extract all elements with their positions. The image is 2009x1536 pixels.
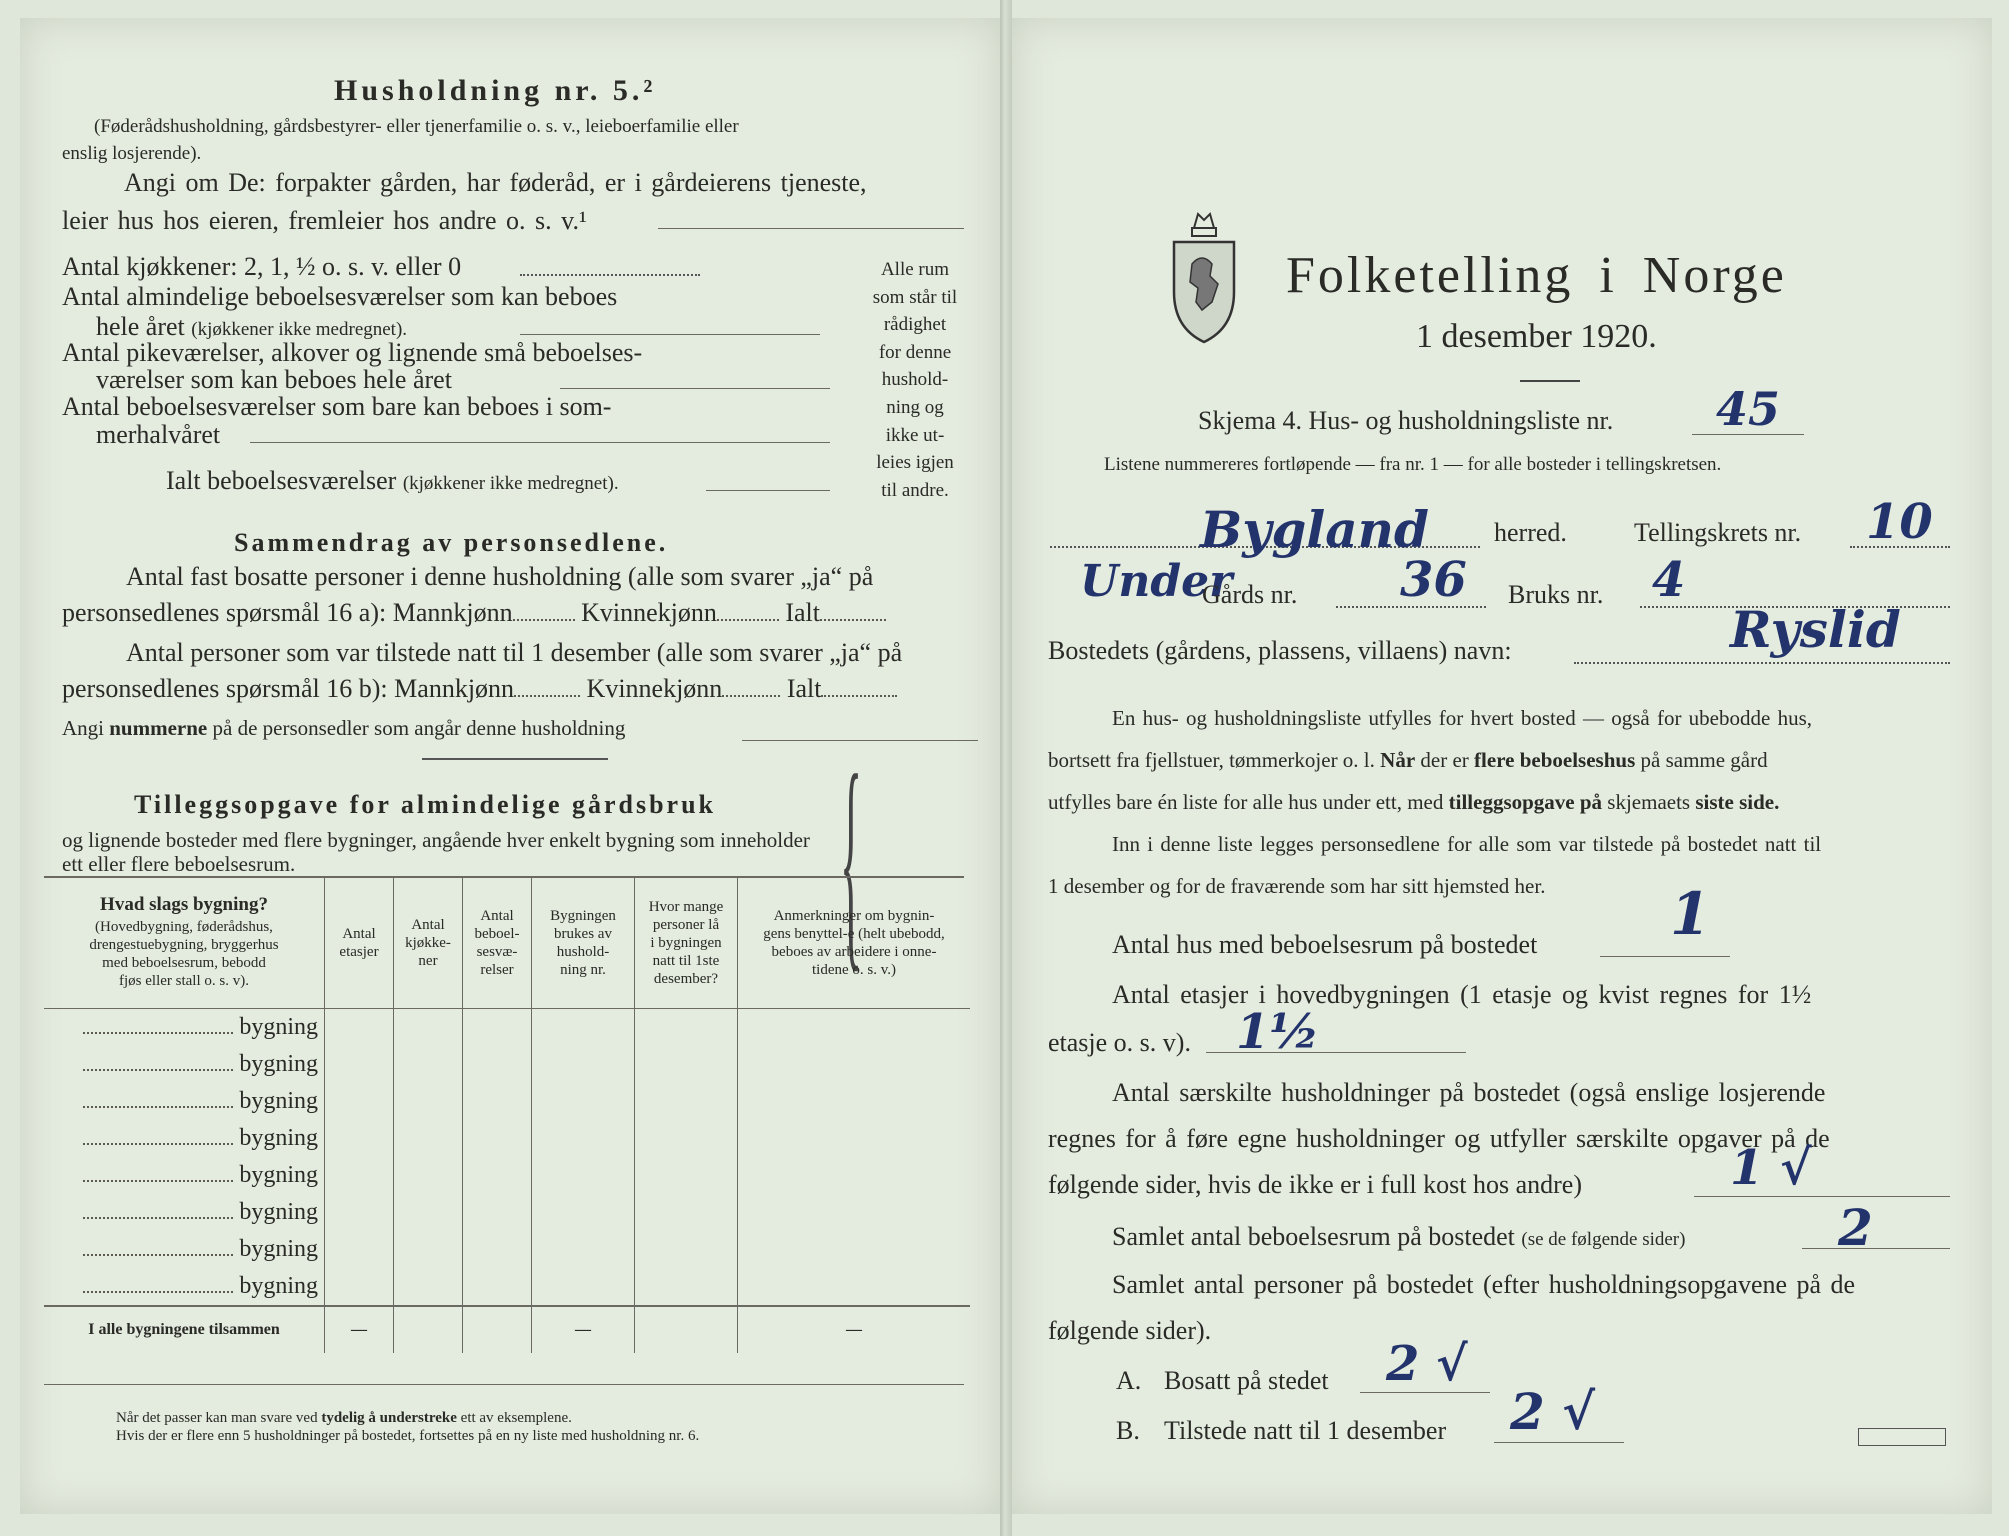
tellingskrets-label: Tellingskrets nr. xyxy=(1634,518,1802,547)
samlet-pers-line-2: følgende sider). xyxy=(1048,1316,1212,1345)
sarskilte-line-1: Antal særskilte husholdninger på bostedet (også enslige losjerende xyxy=(1112,1078,1826,1107)
printer-stamp-icon xyxy=(1858,1428,1946,1446)
table-row xyxy=(44,1268,970,1306)
summary-title: Sammendrag av personsedlene. xyxy=(234,528,669,557)
sarskilte-line-3: følgende sider, hvis de ikke er i full kost hos andre) xyxy=(1048,1170,1582,1199)
bygning-cell[interactable]: bygning xyxy=(44,1231,325,1268)
tillegg-sub-2: ett eller flere beboelsesrum. xyxy=(62,852,296,876)
bostedets-label: Bostedets (gårdens, plassens, villaens) navn: xyxy=(1048,636,1512,665)
samlet-rum-field[interactable] xyxy=(1802,1248,1950,1249)
header-building-type: Hvad slags bygning? (Hovedbygning, føderådshus, drengestuebygning, bryggerhus med beboelsesrum, bebodd fjøs eller stall o. s. v). xyxy=(44,878,325,1009)
main-title: Folketelling i Norge xyxy=(1286,247,1787,304)
angi-line-1: Angi om De: forpakter gården, har føderåd, er i gårdeierens tjeneste, xyxy=(124,168,867,197)
bygning-cell[interactable]: bygning xyxy=(44,1120,325,1157)
sum1-line-b: personsedlenes spørsmål 16 a): Mannkjønn Kvinnekjønn Ialt xyxy=(62,598,886,628)
table-row xyxy=(44,1083,970,1120)
table-row xyxy=(44,1009,970,1047)
census-date: 1 desember 1920. xyxy=(1416,318,1657,355)
sum1-line-a: Antal fast bosatte personer i denne husholdning (alle som svarer „ja“ på xyxy=(126,562,874,591)
table-bottom-rule xyxy=(44,1384,964,1385)
bruks-label: Bruks nr. xyxy=(1508,580,1604,609)
table-total-row xyxy=(44,1306,970,1353)
title-rule xyxy=(1520,380,1580,382)
pike-label-2: værelser som kan beboes hele året xyxy=(96,365,452,394)
tillegg-sub-1: og lignende bosteder med flere bygninger, angående hver enkelt bygning som inneholder xyxy=(62,828,810,852)
tilstede-label: Tilstede natt til 1 desember xyxy=(1164,1416,1447,1445)
angi-nummer: Angi nummerne på de personsedler som angår denne husholdning xyxy=(62,716,626,740)
header-etasjer: Antal etasjer xyxy=(325,878,394,1009)
sommer-label-1: Antal beboelsesværelser som bare kan beboes i som- xyxy=(62,392,612,421)
antal-hus-label: Antal hus med beboelsesrum på bostedet xyxy=(1112,930,1538,959)
footnote-1: Når det passer kan man svare ved tydelig å understreke ett av eksemplene. xyxy=(116,1410,572,1426)
table-row xyxy=(44,1046,970,1083)
total-label: I alle bygningene tilsammen xyxy=(44,1306,325,1353)
angi-answer-line[interactable] xyxy=(658,228,964,229)
gards-value: 36 xyxy=(1400,552,1467,608)
sarskilte-line-2: regnes for å føre egne husholdninger og utfyller særskilte opgaver på de xyxy=(1048,1124,1830,1153)
pike-field[interactable] xyxy=(560,388,830,389)
table-header-row xyxy=(44,878,970,1009)
sarskilte-field[interactable] xyxy=(1694,1196,1950,1197)
ialt-label: Ialt beboelsesværelser (kjøkkener ikke medregnet). xyxy=(166,466,619,495)
alm-field[interactable] xyxy=(520,334,820,335)
total-dash: — xyxy=(532,1306,635,1353)
under-note: Under xyxy=(1080,556,1233,607)
header-husholdning: Bygningen brukes av hushold- ning nr. xyxy=(532,878,635,1009)
para2-line-1: Inn i denne liste legges personsedlene for alle som var tilstede på bostedet natt til xyxy=(1112,832,1822,856)
bygning-cell[interactable]: bygning xyxy=(44,1083,325,1120)
tellingskrets-value: 10 xyxy=(1866,494,1933,550)
skjema-label: Skjema 4. Hus- og husholdningsliste nr. xyxy=(1198,406,1614,435)
antal-hus-value: 1 xyxy=(1670,880,1711,948)
tilstede-value: 2 √ xyxy=(1510,1382,1596,1441)
household-title: Husholdning nr. 5.² xyxy=(334,74,657,107)
buildings-table xyxy=(44,878,970,1353)
sommer-label-2: merhalvåret xyxy=(96,420,221,449)
household-subtitle-2: enslig losjerende). xyxy=(62,143,202,164)
herred-value: Bygland xyxy=(1200,500,1429,559)
etasjer-line-2: etasje o. s. v). xyxy=(1048,1028,1191,1057)
page-fold xyxy=(1000,0,1012,1536)
household-subtitle-1: (Føderådshusholdning, gårdsbestyrer- eller tjenerfamilie o. s. v., leieboerfamilie eller xyxy=(94,116,739,137)
tilstede-letter: B. xyxy=(1116,1416,1140,1445)
bostedets-field[interactable] xyxy=(1574,662,1950,664)
total-dash: — xyxy=(738,1306,971,1353)
header-anmerkninger: Anmerkninger om bygnin- gens benyttel-e (helt ubebodd, beboes av arbeidere i onne- tidene o. s. v.) xyxy=(738,878,971,1009)
etasjer-value: 1½ xyxy=(1236,1004,1320,1060)
alm-label-1: Antal almindelige beboelsesværelser som kan beboes xyxy=(62,282,618,311)
table-row xyxy=(44,1157,970,1194)
bracket-icon: { xyxy=(840,726,863,992)
bygning-cell[interactable]: bygning xyxy=(44,1194,325,1231)
bygning-cell[interactable]: bygning xyxy=(44,1157,325,1194)
para1-line-2: bortsett fra fjellstuer, tømmerkojer o. l. Når der er flere beboelseshus på samme gård xyxy=(1048,748,1768,772)
header-vaerelser: Antal beboel- sesvæ- relser xyxy=(463,878,532,1009)
samlet-pers-line-1: Samlet antal personer på bostedet (efter husholdningsopgavene på de xyxy=(1112,1270,1856,1299)
alm-label-2: hele året (kjøkkener ikke medregnet). xyxy=(96,312,408,341)
angi-nummer-field[interactable] xyxy=(742,740,978,741)
angi-line-2: leier hus hos eieren, fremleier hos andre o. s. v.¹ xyxy=(62,206,587,235)
kjokkener-field[interactable] xyxy=(520,274,700,276)
bygning-cell[interactable]: bygning xyxy=(44,1046,325,1083)
listene-note: Listene nummereres fortløpende — fra nr. 1 — for alle bosteder i tellingskretsen. xyxy=(1104,454,1722,475)
skjema-nr-value: 45 xyxy=(1716,382,1781,436)
tilstede-field[interactable] xyxy=(1494,1442,1624,1443)
samlet-rum-value: 2 xyxy=(1838,1198,1873,1257)
bosatt-label: Bosatt på stedet xyxy=(1164,1366,1329,1395)
para1-line-3: utfylles bare én liste for alle hus under ett, med tilleggsopgave på skjemaets siste side. xyxy=(1048,790,1780,814)
gards-label: Gårds nr. xyxy=(1202,580,1298,609)
total-dash: — xyxy=(325,1306,394,1353)
samlet-rum-label: Samlet antal beboelsesrum på bostedet (se de følgende sider) xyxy=(1112,1222,1686,1251)
sum2-line-a: Antal personer som var tilstede natt til 1 desember (alle som svarer „ja“ på xyxy=(126,638,903,667)
bosatt-value: 2 √ xyxy=(1386,1336,1468,1392)
bygning-cell[interactable]: bygning xyxy=(44,1009,325,1047)
pike-label-1: Antal pikeværelser, alkover og lignende små beboelses- xyxy=(62,338,643,367)
sarskilte-value: 1 √ xyxy=(1730,1140,1812,1196)
kjokkener-label: Antal kjøkkener: 2, 1, ½ o. s. v. eller 0 xyxy=(62,252,462,281)
footnote-2: Hvis der er flere enn 5 husholdninger på bostedet, fortsettes på en ny liste med husholdning nr. 6. xyxy=(116,1428,700,1444)
para1-line-1: En hus- og husholdningsliste utfylles for hvert bosted — også for ubebodde hus, xyxy=(1112,706,1812,730)
header-kjokkener: Antal kjøkke- ner xyxy=(394,878,463,1009)
section-divider xyxy=(422,758,608,760)
ialt-field[interactable] xyxy=(706,490,830,491)
bostedets-value: Ryslid xyxy=(1730,600,1901,659)
table-row xyxy=(44,1120,970,1157)
herred-label: herred. xyxy=(1494,518,1567,547)
norwegian-coat-of-arms-icon xyxy=(1168,206,1240,346)
sommer-field[interactable] xyxy=(250,442,830,443)
etasjer-line-1: Antal etasjer i hovedbygningen (1 etasje og kvist regnes for 1½ xyxy=(1112,980,1812,1009)
bosatt-field[interactable] xyxy=(1360,1392,1490,1393)
para2-line-2: 1 desember og for de fraværende som har sitt hjemsted her. xyxy=(1048,874,1546,898)
table-row xyxy=(44,1231,970,1268)
sum2-line-b: personsedlenes spørsmål 16 b): Mannkjønn Kvinnekjønn Ialt xyxy=(62,674,897,704)
tillegg-title: Tilleggsopgave for almindelige gårdsbruk xyxy=(134,790,717,819)
table-row xyxy=(44,1194,970,1231)
bruks-value: 4 xyxy=(1652,552,1686,608)
bygning-cell[interactable]: bygning xyxy=(44,1268,325,1306)
antal-hus-field[interactable] xyxy=(1600,956,1730,957)
bracket-note: Alle rum som står til rådighet for denne hushold- ning og ikke ut- leies igjen til andre. xyxy=(872,259,958,501)
bosatt-letter: A. xyxy=(1116,1366,1142,1395)
header-personer: Hvor mange personer lå i bygningen natt til 1ste desember? xyxy=(635,878,738,1009)
